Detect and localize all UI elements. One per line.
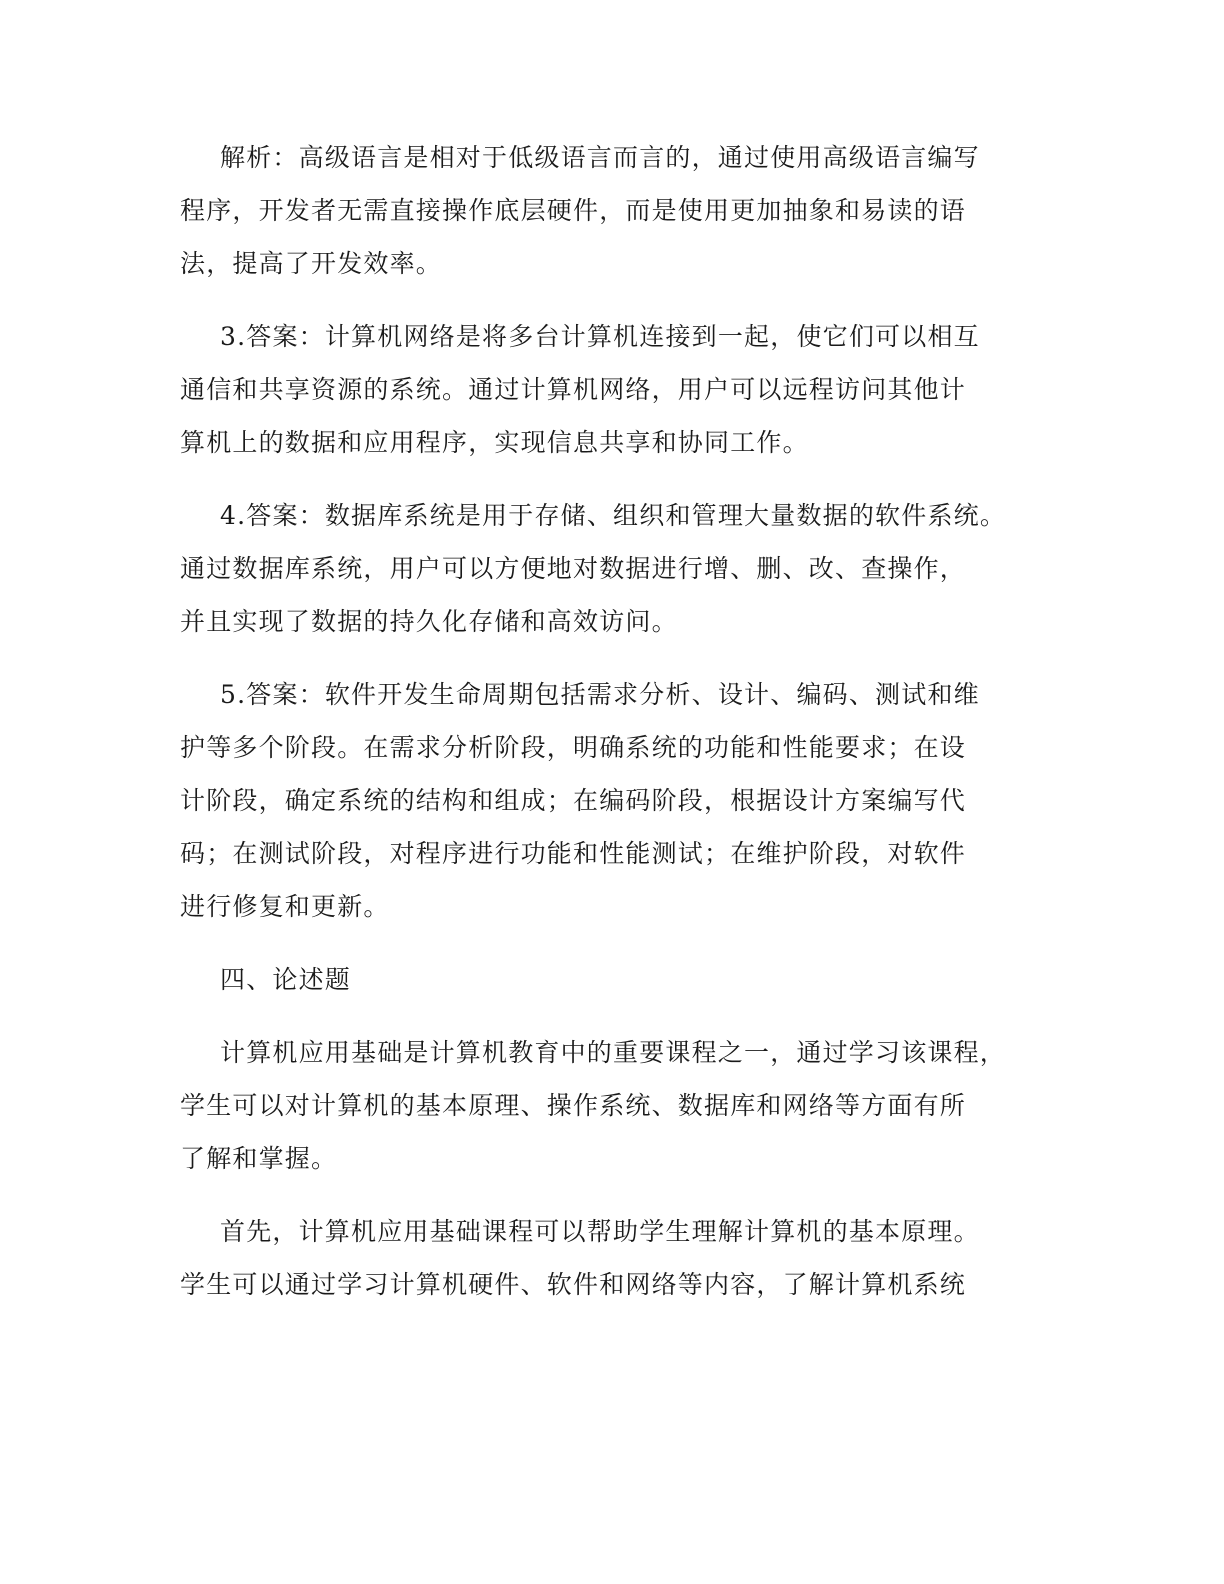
text-line: 并且实现了数据的持久化存储和高效访问。 [180, 607, 678, 636]
text-line: 解析：高级语言是相对于低级语言而言的，通过使用高级语言编写 [220, 143, 980, 172]
paragraph-answer-4 [180, 489, 1060, 648]
text-line: 程序，开发者无需直接操作底层硬件，而是使用更加抽象和易读的语 [180, 196, 967, 225]
text-line: 5.答案：软件开发生命周期包括需求分析、设计、编码、测试和维 [220, 680, 980, 709]
text-line: 法，提高了开发效率。 [180, 249, 443, 278]
text-line: 码；在测试阶段，对程序进行功能和性能测试；在维护阶段，对软件 [180, 839, 967, 868]
text-line: 算机上的数据和应用程序，实现信息共享和协同工作。 [180, 428, 809, 457]
text-line: 计算机应用基础是计算机教育中的重要课程之一，通过学习该课程， [220, 1038, 1007, 1067]
text-line: 护等多个阶段。在需求分析阶段，明确系统的功能和性能要求；在设 [180, 733, 967, 762]
text-line: 计阶段，确定系统的结构和组成；在编码阶段，根据设计方案编写代 [180, 786, 967, 815]
text-line: 学生可以对计算机的基本原理、操作系统、数据库和网络等方面有所 [180, 1091, 967, 1120]
section-heading [180, 953, 1060, 1006]
text-line: 通信和共享资源的系统。通过计算机网络，用户可以远程访问其他计 [180, 375, 967, 404]
text-line: 通过数据库系统，用户可以方便地对数据进行增、删、改、查操作， [180, 554, 967, 583]
text-line: 3.答案：计算机网络是将多台计算机连接到一起，使它们可以相互 [220, 322, 980, 351]
text-line: 4.答案：数据库系统是用于存储、组织和管理大量数据的软件系统。 [220, 501, 1007, 530]
paragraph-analysis [180, 131, 1060, 290]
paragraph-answer-5 [180, 668, 1060, 933]
section-heading-text: 四、论述题 [220, 965, 352, 994]
text-line: 进行修复和更新。 [180, 892, 390, 921]
text-line: 了解和掌握。 [180, 1144, 338, 1173]
paragraph-essay-first [180, 1205, 1060, 1311]
paragraph-essay-intro [180, 1026, 1060, 1185]
paragraph-answer-3 [180, 310, 1060, 469]
text-line: 学生可以通过学习计算机硬件、软件和网络等内容，了解计算机系统 [180, 1270, 967, 1299]
document-body [180, 131, 1060, 1331]
text-line: 首先，计算机应用基础课程可以帮助学生理解计算机的基本原理。 [220, 1217, 980, 1246]
